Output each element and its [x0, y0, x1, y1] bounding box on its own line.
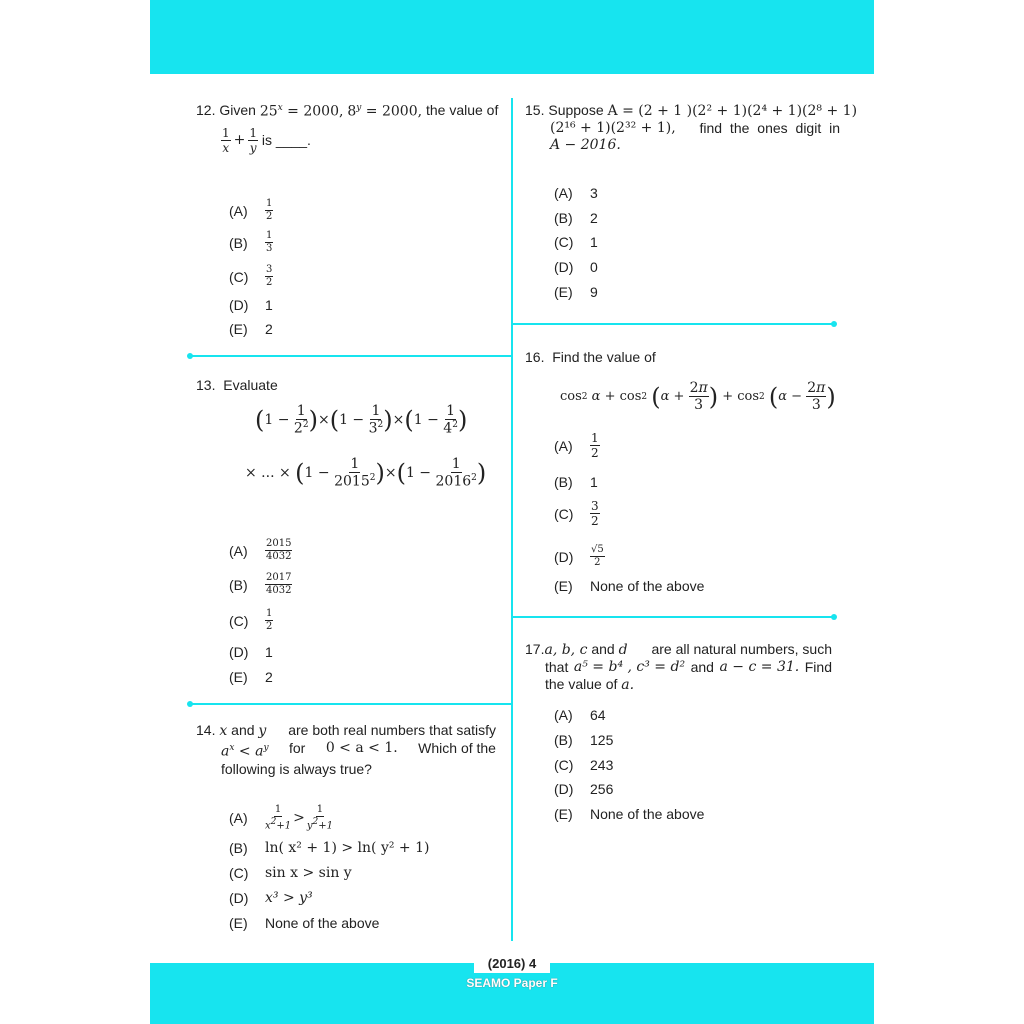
question-14: 14. x and y are both real numbers that satisfy $a^x < a^y$ for 0 < a < 1. Which of the following is always true? — [196, 722, 496, 777]
q14-option-a[interactable]: (A) $\frac{1}{x^2+1}$ > $\frac{1}{y^2+1}$ — [229, 804, 333, 832]
q17-option-c[interactable]: (C) 243 — [554, 757, 614, 773]
q14-option-b[interactable]: (B) ln( x² + 1) > ln( y² + 1) — [229, 840, 430, 856]
separator-q13-q14 — [190, 703, 512, 705]
q13-option-b[interactable]: (B) $\frac{2017}{4032}$ — [229, 572, 292, 596]
q17-option-d[interactable]: (D) 256 — [554, 781, 614, 797]
question-17: 17.a, b, c and d are all natural numbers, such that a⁵ = b⁴ , c³ = d² and a − c = 31. Find the value of a. — [525, 641, 832, 693]
q15-option-a[interactable]: (A) 3 — [554, 185, 598, 201]
q16-option-c[interactable]: (C) $\frac{3}{2}$ — [554, 499, 599, 528]
q13-formula-line2: × ... × ( 1 − $\frac{1}{2015^2}$ ) × ( 1 − $\frac{1}{2016^2}$ ) — [245, 456, 487, 490]
question-12: 12. Given $25^x = 2000$, $8^y = 2000$, the value of $\frac{1}{x}$ + $\frac{1}{y}$ is ____. — [196, 101, 499, 155]
q17-option-e[interactable]: (E) None of the above — [554, 806, 705, 822]
q13-option-d[interactable]: (D) 1 — [229, 644, 273, 660]
q12-option-b[interactable]: (B) $\frac{1}{3}$ — [229, 230, 273, 254]
separator-q16-q17 — [512, 616, 834, 618]
q13-option-c[interactable]: (C) $\frac{1}{2}$ — [229, 608, 273, 632]
q12-option-a[interactable]: (A) $\frac{1}{2}$ — [229, 198, 273, 222]
q12-frac-1-over-x: $\frac{1}{x}$ — [222, 125, 230, 155]
question-16 — [525, 349, 656, 366]
q12-suffix: is ____. — [261, 131, 311, 148]
q15-option-c[interactable]: (C) 1 — [554, 234, 598, 250]
q13-option-a[interactable]: (A) $\frac{2015}{4032}$ — [229, 538, 292, 562]
column-divider — [511, 98, 513, 941]
q16-option-b[interactable]: (B) 1 — [554, 474, 598, 490]
q17-option-a[interactable]: (A) 64 — [554, 707, 606, 723]
question-15: 15. Suppose A = (2 + 1 )(2² + 1)(2⁴ + 1)(2⁸ + 1) (2¹⁶ + 1)(2³² + 1), find the ones digit in A − 2016. — [525, 102, 858, 153]
q13-option-e[interactable]: (E) 2 — [229, 669, 273, 685]
q16-number: 16. — [525, 349, 545, 365]
page-number: (2016) 4 — [474, 955, 550, 973]
q14-option-c[interactable]: (C) sin x > sin y — [229, 865, 352, 881]
q15-option-e[interactable]: (E) 9 — [554, 284, 598, 300]
q12-option-c[interactable]: (C) $\frac{3}{2}$ — [229, 264, 273, 288]
separator-q15-q16 — [512, 323, 834, 325]
q17-option-b[interactable]: (B) 125 — [554, 732, 614, 748]
q14-option-e[interactable]: (E) None of the above — [229, 915, 380, 931]
header-band — [150, 0, 874, 74]
q16-option-e[interactable]: (E) None of the above — [554, 578, 705, 594]
q14-number: 14. — [196, 722, 216, 738]
q17-number: 17. — [525, 641, 545, 657]
q12-number: 12. — [196, 101, 216, 118]
q12-tail: the value of — [425, 101, 499, 118]
q15-option-d[interactable]: (D) 0 — [554, 259, 598, 275]
q12-option-d[interactable]: (D) 1 — [229, 297, 273, 313]
q15-number: 15. — [525, 102, 545, 118]
q12-intro: Given — [219, 101, 256, 118]
q13-number: 13. — [196, 377, 216, 393]
q15-option-b[interactable]: (B) 2 — [554, 210, 598, 226]
q13-formula-line1: ( 1 − $\frac{1}{2^2}$ ) × ( 1 − $\frac{1}{3^2}$ ) × ( 1 − $\frac{1}{4^2}$ ) — [255, 403, 468, 437]
q16-formula: cos 2 α + cos 2 ( α + $\frac{2\pi}{3}$ ) + cos 2 ( α − $\frac{2\pi}{3}$ ) — [560, 380, 836, 413]
question-13 — [196, 377, 278, 394]
q12-eq2: $8^y = 2000$, — [347, 103, 423, 120]
q12-eq1: $25^x = 2000$, — [259, 103, 344, 120]
q16-option-d[interactable]: (D) $\frac{√5}{2}$ — [554, 544, 604, 568]
q16-option-a[interactable]: (A) $\frac{1}{2}$ — [554, 431, 599, 460]
q12-frac-1-over-y: $\frac{1}{y}$ — [249, 125, 258, 155]
paper-name: SEAMO Paper F — [466, 976, 558, 990]
q16-text: Find the value of — [552, 349, 656, 365]
q13-text: Evaluate — [223, 377, 278, 393]
q12-option-e[interactable]: (E) 2 — [229, 321, 273, 337]
q14-option-d[interactable]: (D) x³ > y³ — [229, 890, 313, 906]
separator-q12-q13 — [190, 355, 512, 357]
